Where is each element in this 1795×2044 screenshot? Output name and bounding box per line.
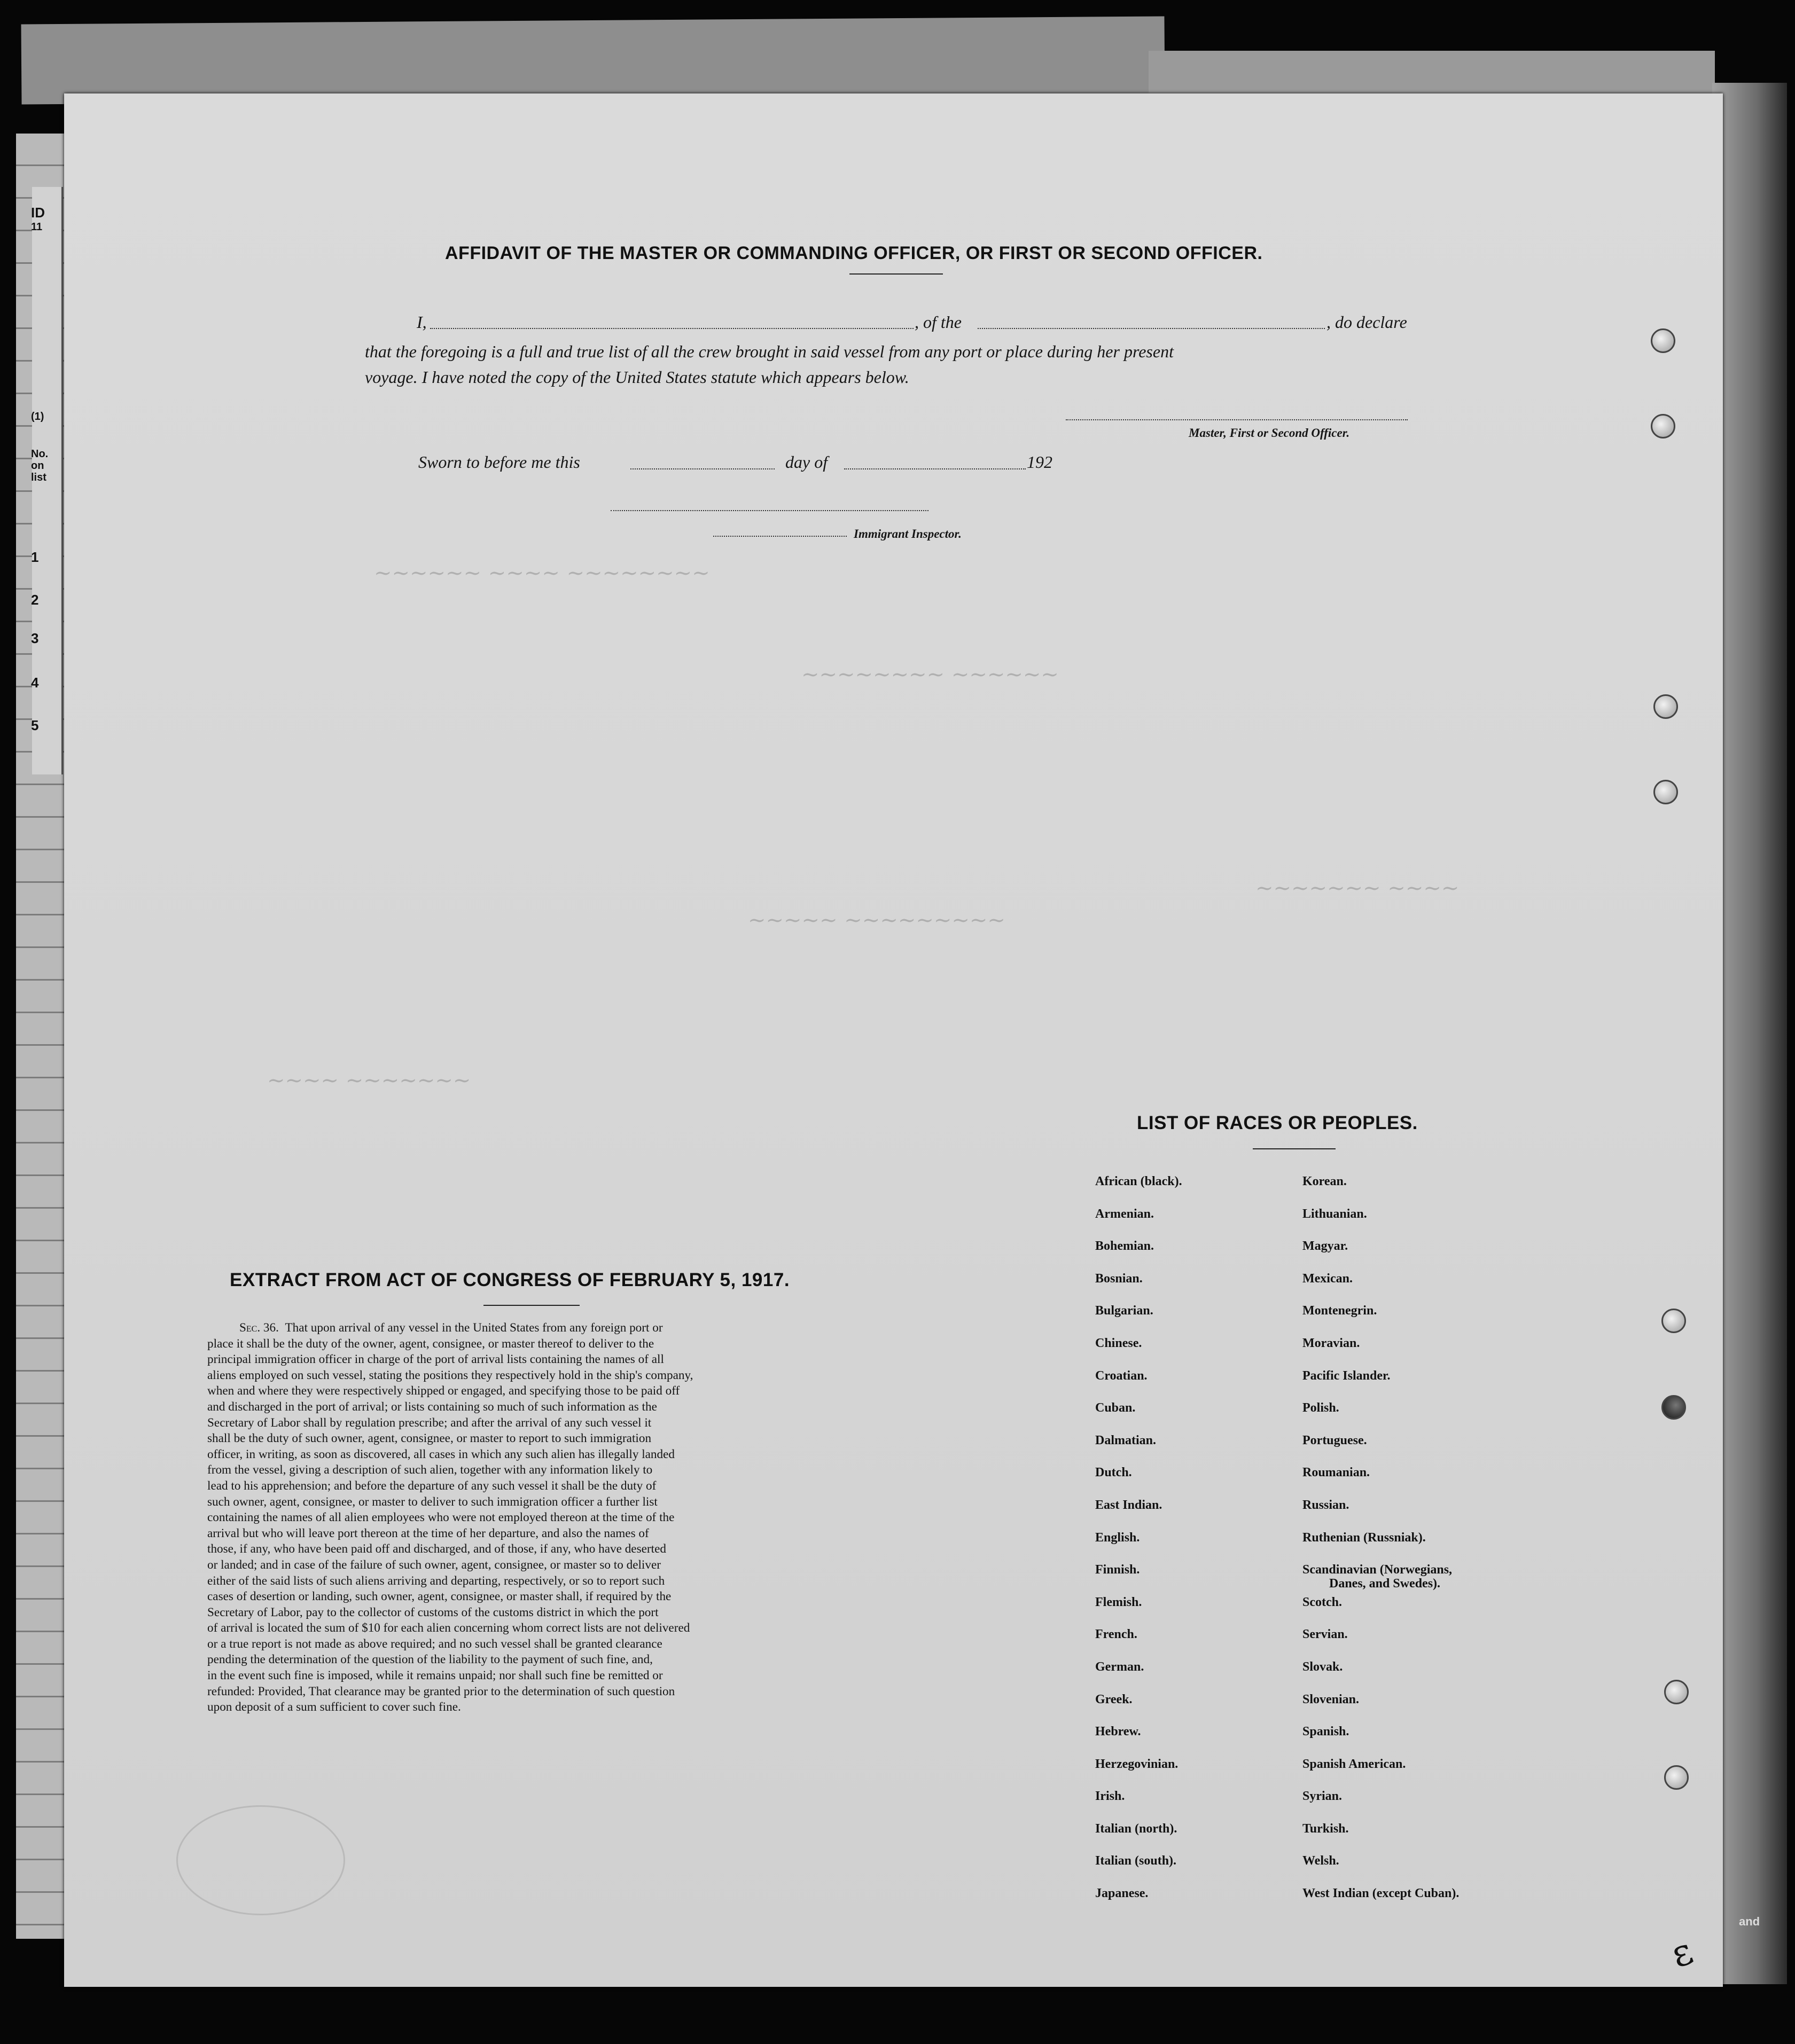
race-item: Bohemian. <box>1095 1239 1154 1254</box>
extract-line: of arrival is located the sum of $10 for each alien concerning whom correct lists are not delivered <box>207 1621 690 1635</box>
race-item: Korean. <box>1302 1174 1347 1188</box>
race-item: Pacific Islander. <box>1302 1368 1391 1383</box>
extract-line: arrival but who will leave port thereon at the time of her departure, and also the names of <box>207 1526 649 1540</box>
bleed-through-mark: ~~~~~ ~~~~~~~~~ <box>748 908 1005 933</box>
extract-line: lead to his apprehension; and before the departure of any such vessel it shall be the duty of <box>207 1478 657 1493</box>
declarant-name-field[interactable] <box>430 328 914 329</box>
sworn-prefix: Sworn to before me this <box>418 452 580 472</box>
sworn-day-field[interactable] <box>630 468 775 469</box>
extract-line: Secretary of Labor, pay to the collector of customs of the customs district in which the port <box>207 1605 659 1619</box>
extract-line: pending the determination of the question of the liability to the payment of such fine, and, <box>207 1653 653 1667</box>
left-tab-label: No. <box>31 448 49 460</box>
left-tab-label: (1) <box>31 411 44 422</box>
left-tab-label: list <box>31 472 46 483</box>
race-item: Bulgarian. <box>1095 1304 1153 1318</box>
races-right-column <box>1302 1173 1459 1918</box>
extract-line: aliens employed on such vessel, stating the positions they respectively hold in the ship's company, <box>207 1368 693 1382</box>
title-rule <box>849 273 943 275</box>
race-item: Welsh. <box>1302 1854 1339 1868</box>
inspector-signature-field[interactable] <box>611 510 928 511</box>
race-item: Spanish American. <box>1302 1757 1406 1771</box>
race-item: English. <box>1095 1530 1140 1545</box>
race-item: Lithuanian. <box>1302 1207 1367 1221</box>
extract-line: cases of desertion or landing, such owner, agent, consignee, or master shall, if required by the <box>207 1589 672 1604</box>
affidavit-title: AFFIDAVIT OF THE MASTER OR COMMANDING OFFICER, OR FIRST OR SECOND OFFICER. <box>445 243 1263 263</box>
race-item: Chinese. <box>1095 1336 1142 1350</box>
extract-line: Secretary of Labor shall by regulation prescribe; and after the arrival of any such vessel it <box>207 1415 652 1430</box>
bleed-through-mark: ~~~~~~~~ ~~~~~~ <box>801 662 1059 687</box>
race-item: Turkish. <box>1302 1821 1349 1836</box>
race-item: Irish. <box>1095 1789 1125 1804</box>
race-item <box>1302 1562 1459 1594</box>
race-item: Italian (north). <box>1095 1821 1177 1836</box>
race-item: Flemish. <box>1095 1595 1142 1609</box>
binder-hole <box>1664 1680 1689 1704</box>
right-page-edge <box>1712 83 1787 1984</box>
race-item: Syrian. <box>1302 1789 1343 1804</box>
race-item-line: Scandinavian (Norwegians, <box>1302 1563 1453 1577</box>
declaration-line2: that the foregoing is a full and true list of all the crew brought in said vessel from any port or place during her present <box>365 342 1174 361</box>
race-item: Portuguese. <box>1302 1433 1367 1447</box>
race-item: French. <box>1095 1627 1137 1642</box>
extract-body <box>207 1320 854 1716</box>
vessel-name-field[interactable] <box>978 328 1325 329</box>
race-item: Moravian. <box>1302 1336 1360 1350</box>
extract-line: in the event such fine is imposed, while it remains unpaid; nor shall such fine be remitted or <box>207 1669 663 1683</box>
extract-title: EXTRACT FROM ACT OF CONGRESS OF FEBRUARY 5, 1917. <box>230 1270 790 1290</box>
race-item: Greek. <box>1095 1692 1133 1706</box>
extract-line: when and where they were respectively shipped or engaged, and specifying those to be paid off <box>207 1384 680 1398</box>
extract-line: or landed; and in case of the failure of such owner, agent, consignee, or master so to deliver <box>207 1557 661 1572</box>
left-tab-label: ID <box>31 205 45 221</box>
binder-hole <box>1661 1395 1686 1420</box>
race-item: Herzegovinian. <box>1095 1757 1179 1771</box>
race-item: West Indian (except Cuban). <box>1302 1886 1460 1901</box>
binder-hole <box>1653 780 1678 804</box>
extract-line: containing the names of all alien employees who were not employed thereon at the time of the <box>207 1510 675 1525</box>
race-item: African (black). <box>1095 1174 1182 1188</box>
race-item: Slovenian. <box>1302 1692 1360 1706</box>
inspector-name-field[interactable] <box>713 536 847 537</box>
extract-line: those, if any, who have been paid off and discharged, and of those, if any, who have deserted <box>207 1542 666 1556</box>
left-tab-row-number: 2 <box>31 592 39 608</box>
extract-line: principal immigration officer in charge of the port of arrival lists containing the names of all <box>207 1352 664 1367</box>
bleed-through-mark: ~~~~~~~ ~~~~ <box>1255 876 1460 900</box>
left-tab-row-number: 5 <box>31 717 39 733</box>
race-item-continuation: Danes, and Swedes). <box>1329 1577 1441 1591</box>
back-sheet <box>21 17 1165 105</box>
extract-line: refunded: Provided, That clearance may be granted prior to the determination of such question <box>207 1684 675 1698</box>
race-item: Spanish. <box>1302 1725 1349 1739</box>
binder-hole <box>1664 1765 1689 1790</box>
bleed-through-mark: ~~~~ ~~~~~~~ <box>267 1068 471 1093</box>
bleed-through-mark: ~~~~~~ ~~~~ ~~~~~~~~ <box>374 561 710 585</box>
race-item: Magyar. <box>1302 1239 1348 1254</box>
race-item: East Indian. <box>1095 1498 1162 1512</box>
races-title-rule <box>1253 1148 1336 1149</box>
extract-line: shall be the duty of such owner, agent, consignee, or master to report to such immigration <box>207 1431 652 1446</box>
race-item: Dutch. <box>1095 1466 1132 1480</box>
right-edge-text: and <box>1739 1915 1760 1928</box>
race-item: Scotch. <box>1302 1595 1342 1609</box>
race-item: Slovak. <box>1302 1659 1343 1674</box>
race-item: Dalmatian. <box>1095 1433 1156 1447</box>
races-left-column <box>1095 1173 1182 1918</box>
extract-line: from the vessel, giving a description of such alien, together with any information likely to <box>207 1463 653 1477</box>
race-item: Ruthenian (Russniak). <box>1302 1530 1426 1545</box>
race-item: Mexican. <box>1302 1271 1353 1286</box>
extract-line: either of the said lists of such aliens arriving and departing, respectively, or so to report such <box>207 1573 665 1588</box>
faint-stamp <box>176 1805 345 1915</box>
race-item: Italian (south). <box>1095 1854 1177 1868</box>
extract-line: officer, in writing, as soon as discovered, all cases in which any such alien has illegally landed <box>207 1447 675 1461</box>
race-item: Roumanian. <box>1302 1466 1370 1480</box>
race-item: Servian. <box>1302 1627 1348 1642</box>
extract-line: place it shall be the duty of the owner, agent, consignee, or master thereof to deliver to the <box>207 1336 654 1351</box>
inspector-caption: Immigrant Inspector. <box>854 527 962 541</box>
race-item: Polish. <box>1302 1401 1339 1415</box>
race-item: Russian. <box>1302 1498 1349 1512</box>
race-item: German. <box>1095 1659 1144 1674</box>
declaration-suffix: , do declare <box>1326 312 1407 332</box>
master-signature-field[interactable] <box>1066 419 1408 420</box>
extract-line: such owner, agent, consignee, or master to deliver to such immigration officer a further list <box>207 1494 658 1509</box>
race-item: Japanese. <box>1095 1886 1149 1901</box>
left-tab-label: 11 <box>31 221 43 233</box>
binder-hole <box>1651 414 1675 438</box>
extract-line: upon deposit of a sum sufficient to cover such fine. <box>207 1700 461 1714</box>
left-tab-label: on <box>31 460 44 472</box>
binder-hole <box>1653 694 1678 719</box>
sworn-day-of: day of <box>785 452 828 472</box>
extract-line: That upon arrival of any vessel in the United States from any foreign port or <box>285 1321 663 1335</box>
race-item: Finnish. <box>1095 1563 1140 1577</box>
extract-line-first <box>207 1320 854 1336</box>
sworn-year: 192 <box>1027 452 1052 472</box>
signature-caption: Master, First or Second Officer. <box>1189 426 1350 440</box>
left-tab-row-number: 3 <box>31 630 39 646</box>
left-tab-row-number: 1 <box>31 549 39 565</box>
left-tab-row-number: 4 <box>31 675 39 691</box>
binder-hole <box>1661 1309 1686 1333</box>
races-title: LIST OF RACES OR PEOPLES. <box>1137 1113 1418 1133</box>
race-item: Hebrew. <box>1095 1725 1141 1739</box>
race-item: Montenegrin. <box>1302 1304 1377 1318</box>
declaration-line3: voyage. I have noted the copy of the United States statute which appears below. <box>365 367 909 387</box>
extract-line: or a true report is not made as above required; and no such vessel shall be granted clearance <box>207 1636 662 1651</box>
race-item: Armenian. <box>1095 1207 1154 1221</box>
extract-line: and discharged in the port of arrival; or lists containing so much of such information as the <box>207 1399 657 1414</box>
declaration-of-the: , of the <box>915 312 962 332</box>
extract-title-rule <box>483 1305 580 1306</box>
declaration-prefix: I, <box>417 312 427 332</box>
handwritten-mark: ε <box>1665 1929 1699 1977</box>
race-item: Cuban. <box>1095 1401 1136 1415</box>
race-item: Bosnian. <box>1095 1271 1143 1286</box>
sworn-month-field[interactable] <box>844 468 1026 469</box>
binder-hole <box>1651 328 1675 353</box>
race-item: Croatian. <box>1095 1368 1148 1383</box>
section-label: Sec. 36. <box>239 1321 279 1335</box>
